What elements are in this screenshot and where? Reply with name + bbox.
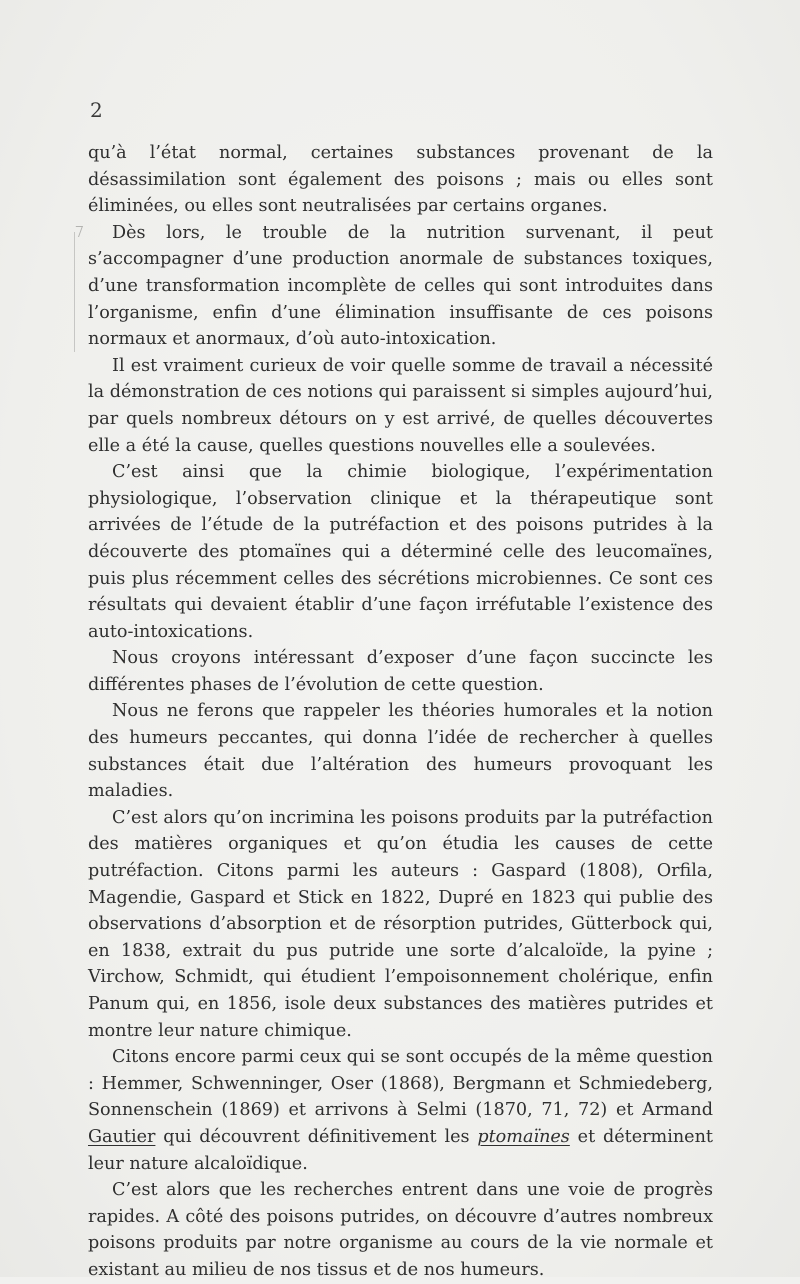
paragraph-8-part-1: Citons encore parmi ceux qui se sont occupés de la même question : Hemmer, Schwenninger, Oser (1868), Bergmann et Schmiedeberg, Sonnenschein (1869) et arrivons à Selmi (1870, 71, 72) et Armand [88, 1047, 713, 1121]
paragraph-4: C’est ainsi que la chimie biologique, l’expérimentation physiologique, l’observation clinique et la thérapeutique sont arrivées de l’étude de la putréfaction et des poisons putrides à la découverte des ptomaïnes qui a déterminé celle des leucomaïnes, puis plus récemment celles des sécrétions microbiennes. Ce sont ces résultats qui devaient établir d’une façon irréfutable l’existence des auto-intoxications. [88, 462, 713, 642]
underlined-name-gautier: Gautier [88, 1126, 156, 1147]
margin-pencil-mark [74, 232, 83, 352]
paragraph-8 [88, 1044, 713, 1177]
paragraph-5: Nous croyons intéressant d’exposer d’une façon succincte les différentes phases de l’évolution de cette question. [88, 648, 713, 695]
paragraph-6: Nous ne ferons que rappeler les théories humorales et la notion des humeurs peccantes, qui donna l’idée de rechercher à quelles substances était due l’altération des humeurs provoquant les maladies. [88, 701, 713, 802]
paragraph-8-part-2: qui découvrent définitivement les [155, 1126, 478, 1147]
paragraph-3: Il est vraiment curieux de voir quelle somme de travail a nécessité la démonstration de ces notions qui paraissent si simples aujourd’hui, par quels nombreux détours on y est arrivé, de quelles découvertes elle a été la cause, quelles questions nouvelles elle a soulevées. [88, 355, 713, 456]
page-number: 2 [90, 98, 104, 122]
body-text [88, 140, 713, 1284]
paragraph-2: Dès lors, le trouble de la nutrition survenant, il peut s’accompagner d’une production anormale de substances toxiques, d’une transformation incomplète de celles qui sont introduites dans l’organisme, enfin d’une élimination insuffisante de ces poisons normaux et anormaux, d’où auto-intoxication. [88, 222, 713, 350]
paragraph-8-part-3: et déterminent leur nature alcaloïdique. [88, 1126, 713, 1174]
underlined-term-ptomaines: ptomaïnes [477, 1126, 570, 1147]
paragraph-7: C’est alors qu’on incrimina les poisons produits par la putréfaction des matières organiques et qu’on étudia les causes de cette putréfaction. Citons parmi les auteurs : Gaspard (1808), Orfila, Magendie, Gaspard et Stick en 1822, Dupré en 1823 qui publie des observations d’absorption et de résorption putrides, Gütterbock qui, en 1838, extrait du pus putride une sorte d’alcaloïde, la pyine ; Virchow, Schmidt, qui étudient l’empoisonnement cholérique, enfin Panum qui, en 1856, isole deux substances des matières putrides et montre leur nature chimique. [88, 807, 713, 1041]
paragraph-9: C’est alors que les recherches entrent dans une voie de progrès rapides. A côté des poisons putrides, on découvre d’autres nombreux poisons produits par notre organisme au cours de la vie normale et existant au milieu de nos tissus et de nos humeurs. [88, 1180, 713, 1280]
paragraph-1: qu’à l’état normal, certaines substances provenant de la désassimilation sont également des poisons ; mais ou elles sont éliminées, ou elles sont neutralisées par certains organes. [88, 143, 713, 217]
